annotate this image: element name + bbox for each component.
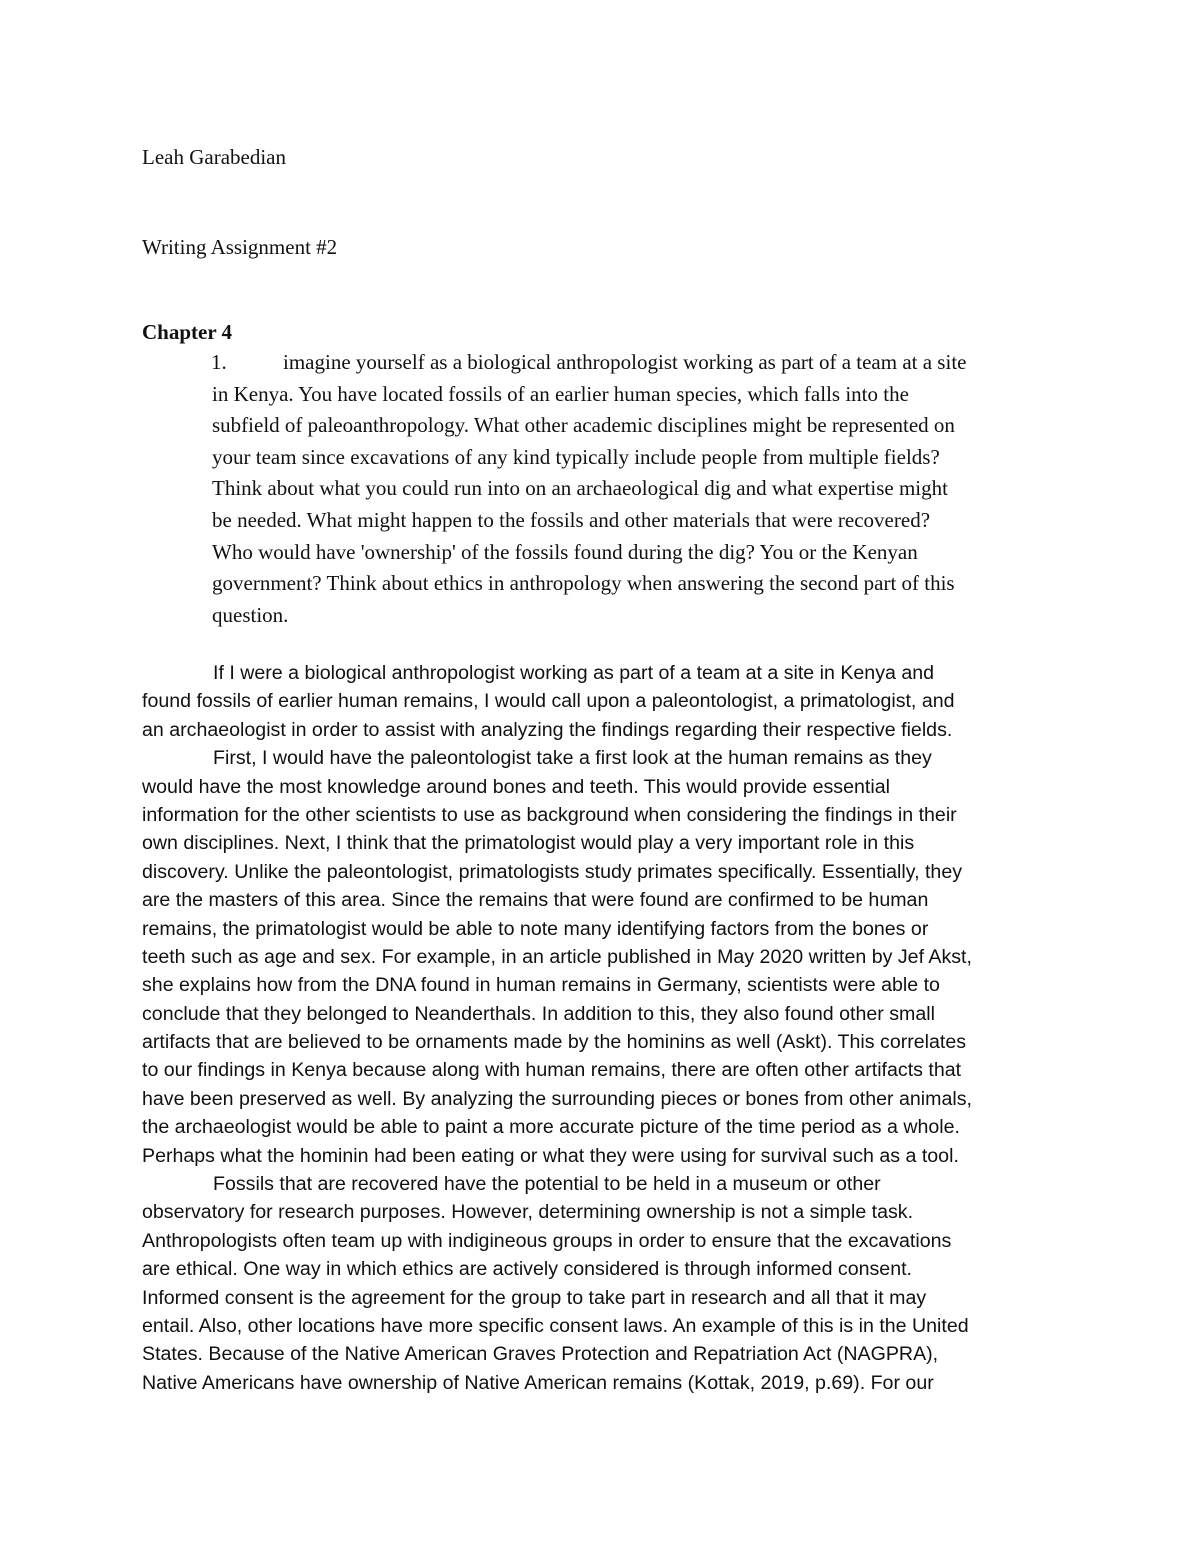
essay-line: Fossils that are recovered have the potential to be held in a museum or other (213, 1173, 881, 1196)
essay-line: are the masters of this area. Since the remains that were found are confirmed to be human (142, 889, 929, 912)
question-line: your team since excavations of any kind typically include people from multiple fields? (212, 444, 940, 469)
essay-line: States. Because of the Native American Graves Protection and Repatriation Act (NAGPRA), (142, 1343, 939, 1366)
essay-line: teeth such as age and sex. For example, in an article published in May 2020 written by Jef Akst, (142, 945, 972, 968)
essay-line: she explains how from the DNA found in human remains in Germany, scientists were able to (142, 974, 940, 997)
essay-line: are ethical. One way in which ethics are actively considered is through informed consent. (142, 1258, 912, 1281)
essay-line: Anthropologists often team up with indigineous groups in order to ensure that the excavations (142, 1229, 952, 1252)
essay-line: Native Americans have ownership of Native American remains (Kottak, 2019, p.69). For our (142, 1371, 934, 1394)
essay-line: an archaeologist in order to assist with analyzing the findings regarding their respective fields. (142, 718, 953, 741)
essay-line: Perhaps what the hominin had been eating or what they were using for survival such as a tool. (142, 1144, 959, 1167)
essay-line: observatory for research purposes. However, determining ownership is not a simple task. (142, 1201, 914, 1224)
question-line: imagine yourself as a biological anthropologist working as part of a team at a site (283, 350, 967, 374)
question-block (212, 347, 1062, 631)
essay-line: entail. Also, other locations have more specific consent laws. An example of this is in the United (142, 1314, 969, 1337)
essay-line: information for the other scientists to use as background when considering the findings in their (142, 803, 957, 826)
essay-line: remains, the primatologist would be able to note many identifying factors from the bones or (142, 917, 929, 940)
essay-line: Informed consent is the agreement for the group to take part in research and all that it may (142, 1286, 927, 1309)
chapter-heading: Chapter 4 (142, 320, 233, 344)
author-name: Leah Garabedian (142, 145, 286, 169)
assignment-title: Writing Assignment #2 (142, 235, 338, 259)
essay-line: have been preserved as well. By analyzing the surrounding pieces or bones from other animals, (142, 1087, 972, 1110)
question-line: question. (212, 602, 289, 627)
question-number: 1. (211, 350, 227, 374)
question-line: subfield of paleoanthropology. What other academic disciplines might be represented on (212, 413, 955, 438)
essay-line: First, I would have the paleontologist take a first look at the human remains as they (213, 747, 932, 770)
essay-line: the archaeologist would be able to paint a more accurate picture of the time period as a whole. (142, 1116, 960, 1139)
question-line: government? Think about ethics in anthropology when answering the second part of this (212, 571, 955, 596)
question-line: be needed. What might happen to the fossils and other materials that were recovered? (212, 507, 931, 532)
essay-line: would have the most knowledge around bones and teeth. This would provide essential (142, 775, 890, 798)
essay-line: own disciplines. Next, I think that the primatologist would play a very important role in this (142, 832, 915, 855)
question-line: in Kenya. You have located fossils of an earlier human species, which falls into the (212, 381, 909, 406)
essay-line: conclude that they belonged to Neanderthals. In addition to this, they also found other small (142, 1002, 935, 1025)
question-line: Think about what you could run into on an archaeological dig and what expertise might (212, 476, 948, 501)
essay-line: artifacts that are believed to be ornaments made by the hominins as well (Askt). This correlates (142, 1031, 967, 1054)
essay-line: If I were a biological anthropologist working as part of a team at a site in Kenya and (213, 662, 935, 684)
question-line: Who would have 'ownership' of the fossils found during the dig? You or the Kenyan (212, 539, 918, 564)
essay-line: found fossils of earlier human remains, I would call upon a paleontologist, a primatologist, and (142, 690, 955, 713)
essay-line: to our findings in Kenya because along with human remains, there are often other artifacts that (142, 1059, 962, 1082)
essay-line: discovery. Unlike the paleontologist, primatologists study primates specifically. Essentially, they (142, 860, 963, 883)
essay-body (142, 659, 1062, 1397)
